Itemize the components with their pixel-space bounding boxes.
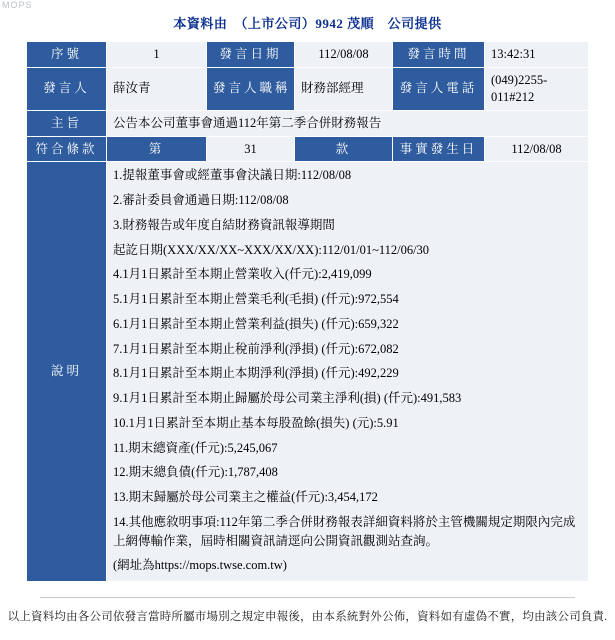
description-line: 13.期末歸屬於母公司業主之權益(仟元):3,454,172 (113, 490, 378, 505)
label-statement-date: 發言日期 (207, 42, 295, 68)
label-spokesperson-title: 發言人職稱 (207, 67, 295, 110)
value-description (107, 162, 589, 582)
announcement-table (26, 41, 589, 582)
description-line: (網址為https://mops.twse.com.tw) (113, 558, 287, 573)
label-spokesperson-phone: 發言人電話 (393, 67, 485, 110)
label-serial-no: 序號 (27, 42, 107, 68)
description-line: 11.期末總資產(仟元):5,245,067 (113, 440, 278, 455)
table-row (27, 67, 589, 110)
label-spokesperson: 發言人 (27, 67, 107, 110)
label-clause-paragraph: 款 (295, 136, 393, 162)
label-clause-article: 第 (107, 136, 207, 162)
description-line: 8.1月1日累計至本期止本期淨利(淨損) (仟元):492,229 (113, 366, 399, 381)
table-row-description (27, 162, 589, 582)
description-line: 起訖日期(XXX/XX/XX~XXX/XX/XX):112/01/01~112/06/30 (113, 242, 430, 257)
value-event-date: 112/08/08 (485, 136, 589, 162)
description-line: 2.審計委員會通過日期:112/08/08 (113, 193, 289, 208)
value-spokesperson-title: 財務部經理 (295, 67, 393, 110)
value-subject: 公告本公司董事會通過112年第二季合併財務報告 (107, 110, 589, 136)
description-line: 4.1月1日累計至本期止營業收入(仟元):2,419,099 (113, 267, 372, 282)
description-line: 9.1月1日累計至本期止歸屬於母公司業主淨利(損) (仟元):491,583 (113, 391, 462, 406)
value-statement-date: 112/08/08 (295, 42, 393, 68)
label-matching-clause: 符合條款 (27, 136, 107, 162)
description-line: 3.財務報告或年度自結財務資訊報導期間 (113, 217, 335, 232)
mops-watermark: MOPS (2, 0, 33, 10)
page-title: 本資料由 （上市公司）9942 茂順 公司提供 (173, 16, 442, 31)
label-subject: 主旨 (27, 110, 107, 136)
value-statement-time: 13:42:31 (485, 42, 589, 68)
table-row (27, 42, 589, 68)
description-line: 5.1月1日累計至本期止營業毛利(毛損) (仟元):972,554 (113, 292, 399, 307)
scroll-indicator[interactable] (611, 0, 614, 640)
description-line: 6.1月1日累計至本期止營業利益(損失) (仟元):659,322 (113, 316, 399, 331)
value-spokesperson: 薛汝青 (107, 67, 207, 110)
description-line: 14.其他應敘明事項:112年第二季合併財務報表詳細資料將於主管機關規定期限內完成上網傳輸作業，屆時相關資訊請逕向公開資訊觀測站查詢。 (113, 514, 576, 548)
footer-disclaimer: 以上資料均由各公司依發言當時所屬市場別之規定申報後，由本系統對外公佈，資料如有虛偽不實，均由該公司負責. (7, 611, 608, 623)
description-lines (113, 166, 582, 575)
description-line: 12.期末總負債(仟元):1,787,408 (113, 465, 278, 480)
table-row (27, 136, 589, 162)
label-description: 說明 (27, 162, 107, 582)
table-row (27, 110, 589, 136)
description-line: 1.提報董事會或經董事會決議日期:112/08/08 (113, 168, 352, 183)
label-event-date: 事實發生日 (393, 136, 485, 162)
footer-divider (40, 597, 575, 598)
label-statement-time: 發言時間 (393, 42, 485, 68)
description-line: 10.1月1日累計至本期止基本每股盈餘(損失) (元):5.91 (113, 415, 399, 430)
description-line: 7.1月1日累計至本期止稅前淨利(淨損) (仟元):672,082 (113, 341, 399, 356)
value-spokesperson-phone: (049)2255-011#212 (485, 67, 589, 110)
value-serial-no: 1 (107, 42, 207, 68)
value-clause-article: 31 (207, 136, 295, 162)
